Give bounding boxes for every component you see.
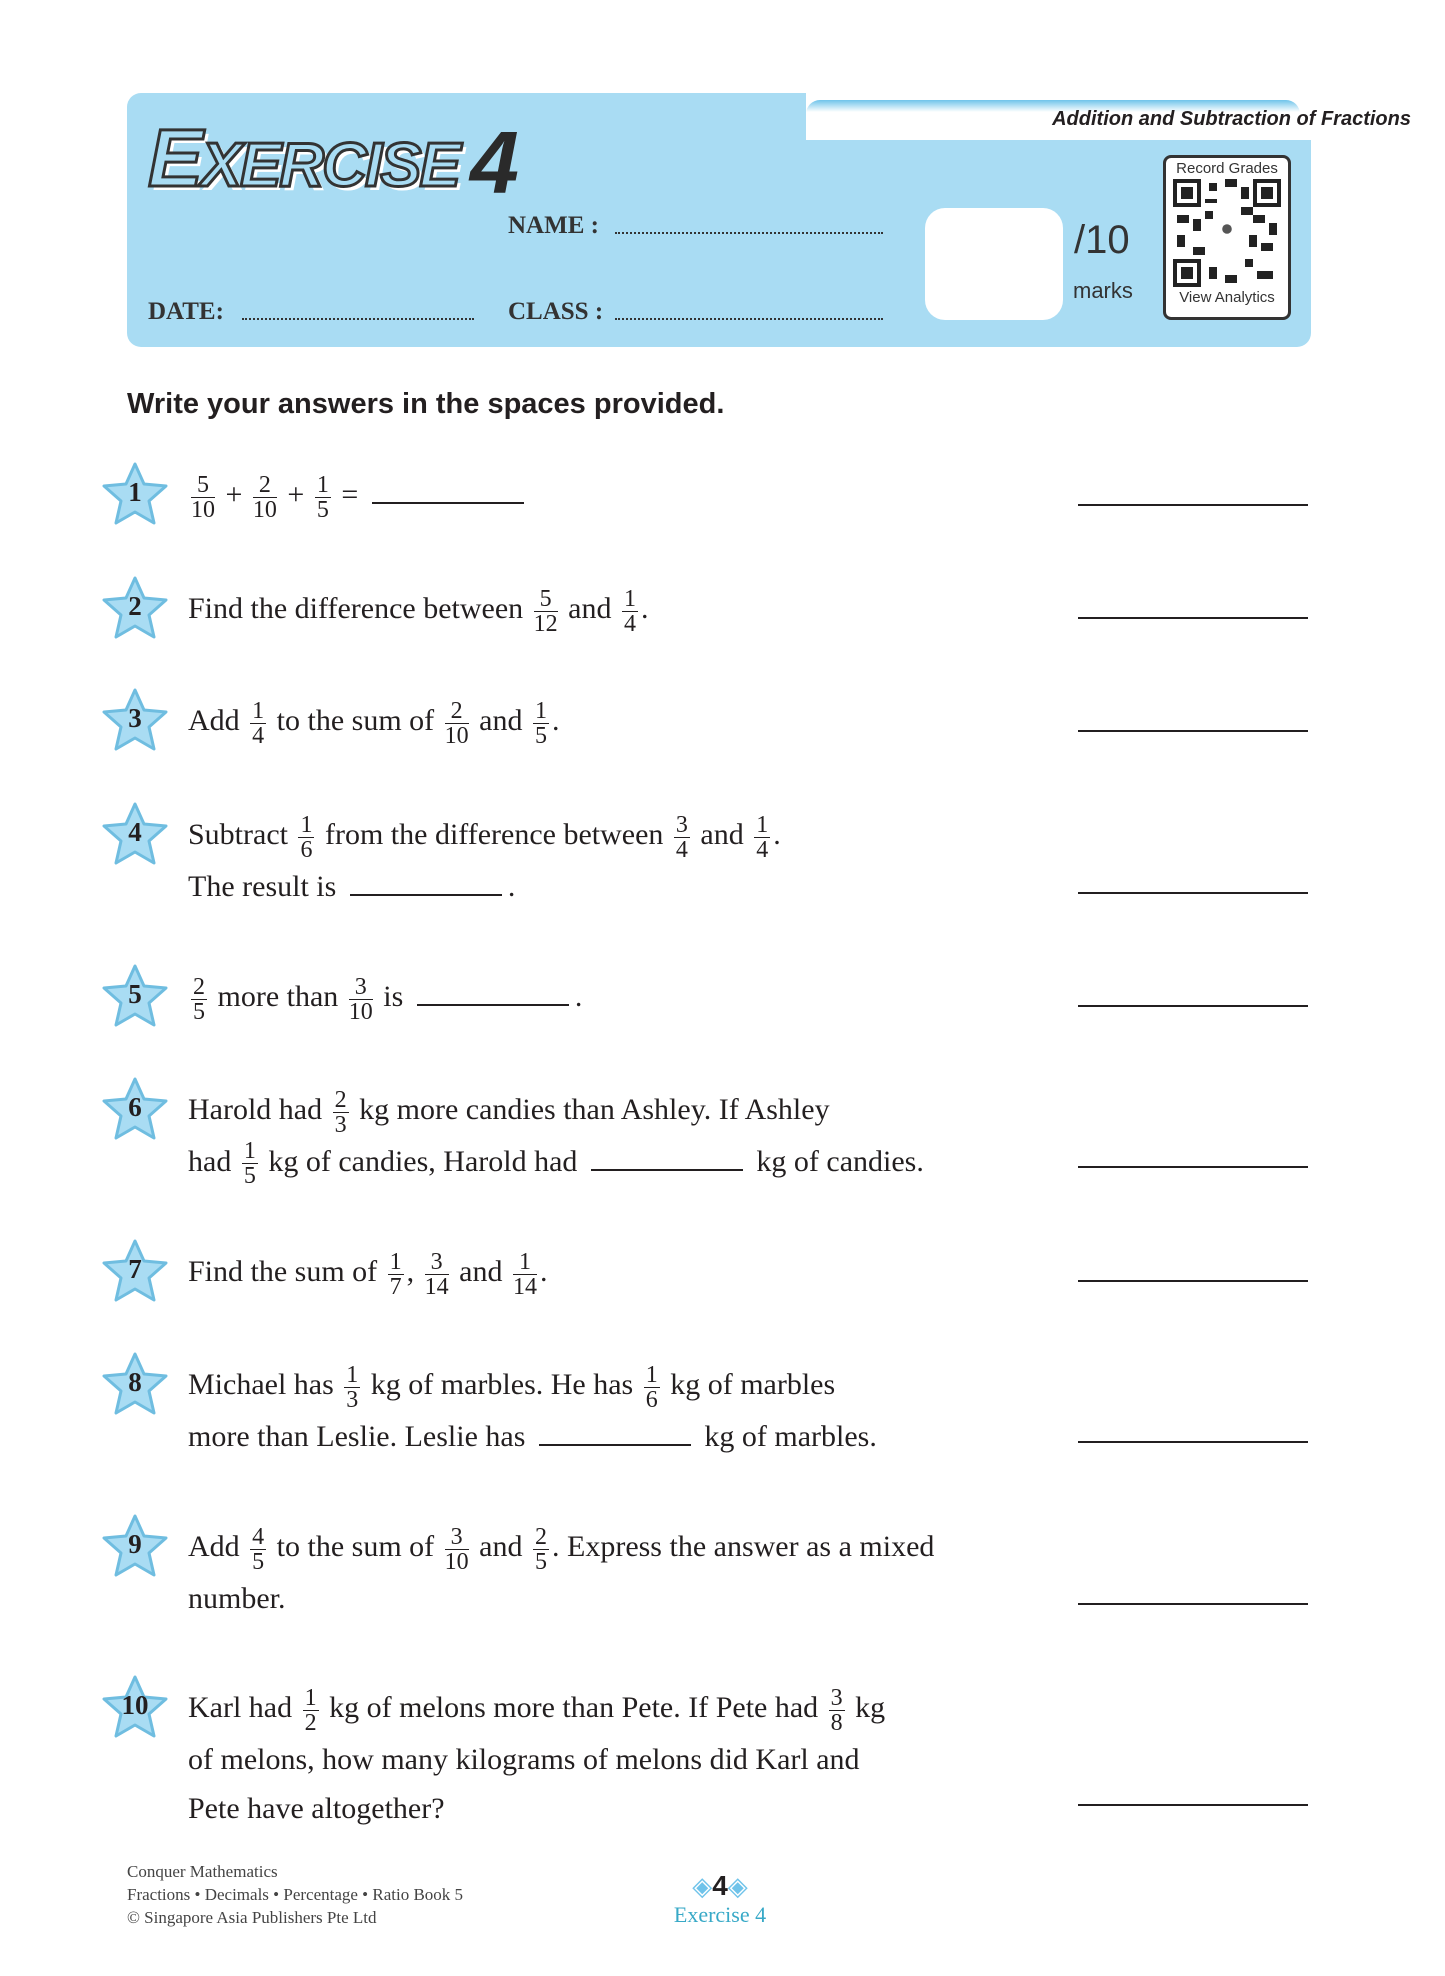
text-segment: Find the difference between (188, 592, 531, 625)
numerator: 1 (535, 697, 547, 724)
diamond-icon: ◈ (727, 1872, 748, 1901)
class-label: CLASS : (508, 298, 604, 325)
question-number-star (100, 801, 170, 867)
text-segment: Karl had (188, 1691, 300, 1724)
qr-bottom-label: View Analytics (1179, 289, 1275, 306)
answer-line[interactable] (1078, 730, 1308, 732)
question-number: 10 (121, 1690, 149, 1720)
text-segment: is (375, 980, 411, 1013)
text-segment: kg of marbles. (696, 1419, 877, 1453)
text-segment: and (471, 704, 530, 737)
question-number: 7 (128, 1254, 142, 1284)
question-number-star (100, 963, 170, 1029)
fraction (644, 1363, 660, 1412)
text-segment: kg of marbles. He has (363, 1368, 641, 1401)
text-segment: to the sum of (269, 1530, 442, 1563)
numerator: 1 (513, 1250, 537, 1275)
score-total: /10 (1074, 218, 1130, 262)
text-segment: The result is (188, 869, 344, 903)
answer-line[interactable] (1078, 1603, 1308, 1605)
numerator: 1 (756, 811, 769, 838)
exercise-title (148, 112, 459, 206)
numerator: 3 (445, 1525, 469, 1550)
inline-answer-blank[interactable] (350, 870, 502, 896)
numerator: 1 (300, 811, 313, 838)
text-segment: kg of candies. (748, 1144, 924, 1178)
class-field[interactable] (615, 318, 883, 320)
text-segment: + (218, 478, 250, 511)
question-text (188, 1360, 1088, 1461)
numerator: 5 (191, 473, 215, 498)
question-text (188, 1683, 1088, 1833)
numerator: 2 (334, 1086, 347, 1113)
text-segment: Pete have altogether? (188, 1791, 445, 1825)
question-number-star (100, 1076, 170, 1142)
question-number: 2 (128, 591, 142, 621)
denominator: 10 (252, 496, 277, 523)
question-text (188, 696, 1088, 748)
page-label: Exercise 4 (673, 1902, 767, 1927)
fraction (298, 813, 314, 862)
numerator: 3 (830, 1684, 843, 1711)
answer-line[interactable] (1078, 892, 1308, 894)
numerator: 2 (445, 699, 469, 724)
question-number-star (100, 1238, 170, 1304)
question-number-star (100, 461, 170, 527)
copyright: © Singapore Asia Publishers Pte Ltd (127, 1908, 377, 1927)
name-label: NAME : (508, 212, 599, 239)
text-segment: and (471, 1530, 530, 1563)
question-text (188, 972, 1088, 1024)
question-number: 6 (128, 1092, 142, 1122)
numerator: 1 (389, 1248, 402, 1275)
denominator: 12 (533, 610, 558, 637)
qr-code-icon (1173, 179, 1281, 287)
exercise-initial: E (148, 113, 201, 204)
denominator: 6 (300, 836, 313, 863)
denominator: 7 (389, 1273, 402, 1300)
text-segment: from the difference between (317, 818, 671, 851)
denominator: 4 (756, 836, 769, 863)
text-segment: Subtract (188, 818, 296, 851)
page-indicator (660, 1870, 780, 1928)
text-segment: kg of marbles (662, 1368, 836, 1401)
text-segment: . (507, 869, 516, 903)
numerator: 2 (193, 973, 205, 1000)
denominator: 10 (444, 722, 469, 749)
text-segment: kg more candies than Ashley. If Ashley (351, 1093, 830, 1126)
fraction (333, 1088, 349, 1137)
answer-line[interactable] (1078, 1280, 1308, 1282)
denominator: 5 (535, 1548, 547, 1575)
numerator: 3 (349, 975, 373, 1000)
denominator: 14 (424, 1273, 449, 1300)
question-number: 3 (128, 703, 142, 733)
denominator: 3 (346, 1386, 359, 1413)
text-segment: kg of melons more than Pete. If Pete had (321, 1691, 826, 1724)
text-segment: had (188, 1144, 239, 1178)
numerator: 2 (535, 1523, 547, 1550)
fraction (445, 1525, 469, 1574)
question-number: 1 (128, 477, 142, 507)
qr-top-label: Record Grades (1176, 160, 1278, 177)
denominator: 4 (623, 610, 636, 637)
denominator: 10 (191, 496, 215, 523)
fraction (191, 473, 215, 522)
text-segment: . (773, 818, 781, 851)
fraction (534, 587, 558, 636)
fraction (513, 1250, 537, 1299)
fraction (242, 1139, 258, 1188)
fraction (533, 699, 549, 748)
inline-answer-blank[interactable] (591, 1145, 743, 1171)
denominator: 4 (252, 722, 265, 749)
inline-answer-blank[interactable] (372, 478, 524, 504)
text-segment: more than (210, 980, 346, 1013)
fraction (344, 1363, 360, 1412)
text-segment: . Express the answer as a mixed (552, 1530, 935, 1563)
numerator: 1 (243, 1138, 256, 1165)
text-segment: . (540, 1255, 548, 1288)
answer-line[interactable] (1078, 1005, 1308, 1007)
fraction (349, 975, 373, 1024)
denominator: 2 (304, 1709, 317, 1736)
denominator: 6 (645, 1386, 658, 1413)
answer-line[interactable] (1078, 1441, 1308, 1443)
text-segment: of melons, how many kilograms of melons did Karl and (188, 1742, 860, 1776)
text-segment: Harold had (188, 1093, 330, 1126)
date-field[interactable] (242, 318, 474, 320)
score-box[interactable] (925, 208, 1063, 320)
denominator: 8 (830, 1709, 843, 1736)
question-number-star (100, 1674, 170, 1740)
book-series: Conquer Mathematics (127, 1862, 278, 1881)
question-text (188, 584, 1088, 636)
text-segment: to the sum of (269, 704, 442, 737)
fraction (191, 975, 207, 1024)
question-number: 8 (128, 1367, 142, 1397)
fraction (250, 1525, 266, 1574)
qr-code-panel[interactable] (1163, 155, 1291, 320)
text-segment: Add (188, 704, 248, 737)
fraction (303, 1686, 319, 1735)
denominator: 3 (334, 1111, 347, 1138)
name-field[interactable] (615, 232, 883, 234)
numerator: 1 (252, 697, 265, 724)
numerator: 2 (253, 473, 277, 498)
footer-credits (127, 1860, 463, 1929)
text-segment: kg (847, 1691, 886, 1724)
fraction (250, 699, 266, 748)
denominator: 5 (252, 1548, 265, 1575)
question-text (188, 470, 1088, 522)
question-number: 5 (128, 979, 142, 1009)
answer-line[interactable] (1078, 1166, 1308, 1168)
text-segment: and (451, 1255, 510, 1288)
numerator: 1 (623, 585, 636, 612)
denominator: 5 (535, 722, 547, 749)
text-segment: kg of candies, Harold had (260, 1144, 585, 1178)
text-segment: number. (188, 1581, 286, 1615)
denominator: 5 (243, 1163, 256, 1190)
denominator: 10 (444, 1548, 469, 1575)
text-segment: Find the sum of (188, 1255, 385, 1288)
inline-answer-blank[interactable] (539, 1420, 691, 1446)
fraction (388, 1250, 404, 1299)
numerator: 4 (252, 1523, 265, 1550)
exercise-number: 4 (470, 113, 519, 212)
numerator: 3 (425, 1250, 449, 1275)
numerator: 1 (316, 471, 329, 498)
text-segment: + (279, 478, 312, 511)
question-number-star (100, 575, 170, 641)
numerator: 5 (534, 587, 558, 612)
text-segment: . (574, 980, 583, 1013)
denominator: 10 (348, 998, 373, 1025)
fraction (533, 1525, 549, 1574)
denominator: 4 (675, 836, 688, 863)
question-text (188, 1522, 1088, 1623)
numerator: 1 (346, 1361, 359, 1388)
question-number-star (100, 1351, 170, 1417)
topic-title: Addition and Subtraction of Fractions (1052, 108, 1411, 130)
fraction (425, 1250, 449, 1299)
text-segment: and (560, 592, 619, 625)
date-label: DATE: (148, 298, 224, 325)
fraction (754, 813, 770, 862)
fraction (253, 473, 277, 522)
answer-line[interactable] (1078, 504, 1308, 506)
question-text (188, 810, 1088, 911)
question-number-star (100, 687, 170, 753)
denominator: 14 (513, 1273, 537, 1300)
exercise-word: XERCISE (200, 131, 459, 200)
fraction (315, 473, 331, 522)
answer-line[interactable] (1078, 617, 1308, 619)
answer-line[interactable] (1078, 1804, 1308, 1806)
text-segment: . (552, 704, 560, 737)
fraction (829, 1686, 845, 1735)
fraction (674, 813, 690, 862)
question-number: 9 (128, 1529, 142, 1559)
question-text (188, 1247, 1088, 1299)
fraction (622, 587, 638, 636)
question-number-star (100, 1513, 170, 1579)
denominator: 5 (316, 496, 329, 523)
page-number: 4 (712, 1870, 728, 1901)
text-segment: , (406, 1255, 422, 1288)
question-number: 4 (128, 817, 142, 847)
score-unit: marks (1073, 278, 1133, 303)
book-title: Fractions • Decimals • Percentage • Ratio Book 5 (127, 1885, 464, 1904)
text-segment: = (333, 478, 366, 511)
question-text (188, 1085, 1088, 1188)
text-segment: more than Leslie. Leslie has (188, 1419, 533, 1453)
fraction (445, 699, 469, 748)
numerator: 1 (645, 1361, 658, 1388)
diamond-icon: ◈ (692, 1872, 713, 1901)
text-segment: . (640, 592, 649, 625)
text-segment: and (692, 818, 752, 851)
denominator: 5 (193, 998, 205, 1025)
text-segment: Michael has (188, 1368, 342, 1401)
numerator: 3 (675, 811, 688, 838)
text-segment: Add (188, 1530, 248, 1563)
inline-answer-blank[interactable] (417, 980, 569, 1006)
instructions: Write your answers in the spaces provided. (127, 388, 725, 420)
numerator: 1 (304, 1684, 317, 1711)
